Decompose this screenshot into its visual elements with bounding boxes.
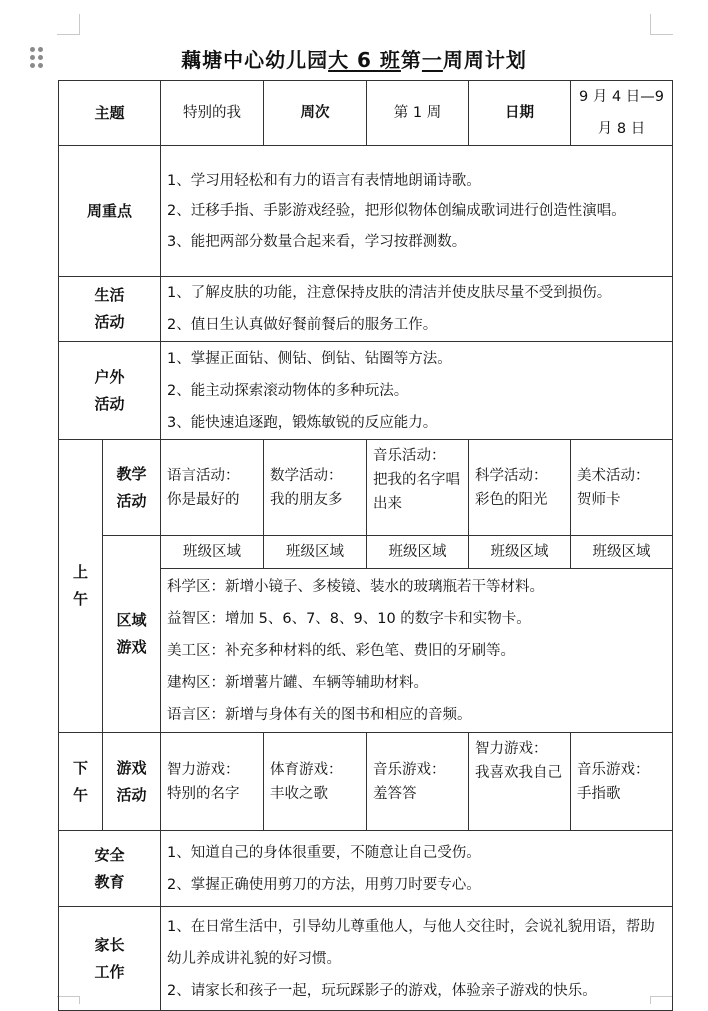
- header-row: [59, 81, 673, 146]
- teaching-activity[interactable]: 美术活动： 贺师卡: [571, 440, 673, 536]
- focus-label: 周重点: [59, 146, 161, 277]
- teaching-activity[interactable]: 音乐活动： 把我的名字唱出来: [367, 440, 469, 536]
- game-activity[interactable]: 智力游戏： 特别的名字: [161, 733, 264, 831]
- page-corner-mark: [650, 14, 673, 35]
- afternoon-row: [59, 733, 673, 831]
- afternoon-label: 下 午: [59, 733, 103, 831]
- theme-label: 主题: [59, 81, 161, 146]
- focus-item: 3、能把两部分数量合起来看，学习按群测数。: [167, 233, 467, 250]
- focus-item: 2、迁移手指、手影游戏经验，把形似物体创编成歌词进行创造性演唱。: [167, 202, 626, 219]
- safety-content[interactable]: [161, 831, 673, 907]
- focus-row: [59, 146, 673, 277]
- life-label: 生活 活动: [59, 277, 161, 342]
- teaching-row: [59, 440, 673, 536]
- area-header-row: [59, 536, 673, 569]
- weekly-plan-table: [58, 80, 673, 1011]
- teaching-activity[interactable]: 数学活动： 我的朋友多: [264, 440, 367, 536]
- outdoor-row: [59, 342, 673, 440]
- teaching-label: 教学 活动: [103, 440, 161, 536]
- page-corner-mark: [57, 14, 80, 35]
- area-content[interactable]: [161, 569, 673, 733]
- area-header: 班级区域: [161, 536, 264, 569]
- focus-item: 1、学习用轻松和有力的语言有表情地朗诵诗歌。: [167, 172, 481, 189]
- game-activity[interactable]: 智力游戏： 我喜欢我自己: [469, 733, 571, 831]
- safety-row: [59, 831, 673, 907]
- game-activity[interactable]: 音乐游戏： 手指歌: [571, 733, 673, 831]
- parents-item: 2、请家长和孩子一起，玩玩踩影子的游戏，体验亲子游戏的快乐。: [167, 982, 597, 999]
- theme-value[interactable]: 特别的我: [161, 81, 264, 146]
- safety-label: 安全 教育: [59, 831, 161, 907]
- life-item: 2、值日生认真做好餐前餐后的服务工作。: [167, 317, 438, 333]
- parents-label: 家长 工作: [59, 907, 161, 1011]
- area-item: 益智区：增加 5、6、7、8、9、10 的数字卡和实物卡。: [167, 610, 531, 627]
- outdoor-item: 3、能快速追逐跑，锻炼敏锐的反应能力。: [167, 414, 438, 431]
- parents-item: 1、在日常生活中，引导幼儿尊重他人，与他人交往时，会说礼貌用语，帮助幼儿养成讲礼貌的好习惯。: [167, 918, 655, 967]
- area-item: 美工区：补充多种材料的纸、彩色笔、费旧的牙刷等。: [167, 642, 516, 659]
- teaching-activity[interactable]: 语言活动： 你是最好的: [161, 440, 264, 536]
- area-item: 语言区：新增与身体有关的图书和相应的音频。: [167, 706, 472, 723]
- date-label: 日期: [469, 81, 571, 146]
- area-header: 班级区域: [367, 536, 469, 569]
- game-activity[interactable]: 音乐游戏： 羞答答: [367, 733, 469, 831]
- games-label: 游戏 活动: [103, 733, 161, 831]
- outdoor-item: 2、能主动探索滚动物体的多种玩法。: [167, 382, 409, 399]
- life-item: 1、了解皮肤的功能，注意保持皮肤的清洁并使皮肤尽量不受到损伤。: [167, 285, 612, 301]
- parents-content[interactable]: [161, 907, 673, 1011]
- safety-item: 1、知道自己的身体很重要，不随意让自己受伤。: [167, 844, 481, 861]
- safety-item: 2、掌握正确使用剪刀的方法，用剪刀时要专心。: [167, 876, 481, 893]
- focus-content[interactable]: [161, 146, 673, 277]
- area-header: 班级区域: [264, 536, 367, 569]
- page-title: 藕塘中心幼儿园大 6 班第一周周计划: [181, 48, 527, 72]
- outdoor-content[interactable]: [161, 342, 673, 440]
- week-label: 周次: [264, 81, 367, 146]
- area-header: 班级区域: [571, 536, 673, 569]
- morning-label: 上 午: [59, 440, 103, 733]
- area-header: 班级区域: [469, 536, 571, 569]
- life-row: [59, 277, 673, 342]
- parents-row: [59, 907, 673, 1011]
- game-activity[interactable]: 体育游戏： 丰收之歌: [264, 733, 367, 831]
- life-content[interactable]: [161, 277, 673, 342]
- area-label: 区域 游戏: [103, 536, 161, 733]
- area-item: 建构区：新增薯片罐、车辆等辅助材料。: [167, 674, 429, 691]
- date-value[interactable]: 9 月 4 日—9 月 8 日: [571, 81, 673, 146]
- outdoor-item: 1、掌握正面钻、侧钻、倒钻、钻圈等方法。: [167, 350, 452, 367]
- area-item: 科学区：新增小镜子、多棱镜、装水的玻璃瓶若干等材料。: [167, 578, 545, 595]
- outdoor-label: 户外 活动: [59, 342, 161, 440]
- week-value[interactable]: 第 1 周: [367, 81, 469, 146]
- teaching-activity[interactable]: 科学活动： 彩色的阳光: [469, 440, 571, 536]
